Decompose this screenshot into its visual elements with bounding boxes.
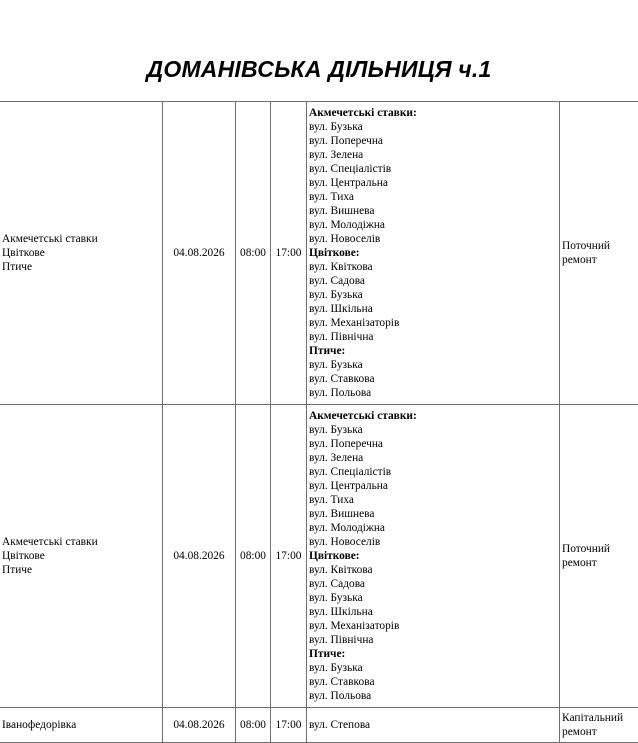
- settlement-name: Цвіткове: [2, 247, 45, 259]
- settlement-name: Птиче: [2, 564, 33, 576]
- street-name: вул. Поперечна: [309, 438, 383, 450]
- street-name: вул. Новоселів: [309, 233, 381, 245]
- street-name: вул. Польова: [309, 387, 372, 399]
- date-cell: [163, 708, 236, 743]
- settlement-group-title: Птиче:: [309, 345, 346, 357]
- street-name: вул. Вишнева: [309, 205, 375, 217]
- work-type-cell: [560, 708, 638, 743]
- street-name: вул. Бузька: [309, 121, 363, 133]
- settlement-group-title: Цвіткове:: [309, 247, 360, 259]
- street-name: вул. Садова: [309, 275, 365, 287]
- start-time-cell: [236, 405, 271, 708]
- work-type: Капітальний: [562, 712, 624, 724]
- settlements-cell: [0, 708, 163, 743]
- work-type: Поточний: [562, 543, 611, 555]
- street-name: вул. Поперечна: [309, 135, 383, 147]
- start-time: 08:00: [240, 550, 266, 562]
- street-name: вул. Механізаторів: [309, 317, 400, 329]
- date-cell: [163, 405, 236, 708]
- outage-date: 04.08.2026: [173, 719, 225, 731]
- settlement-name: Птиче: [2, 261, 33, 273]
- outage-date: 04.08.2026: [173, 247, 225, 259]
- date-cell: [163, 102, 236, 405]
- end-time: 17:00: [275, 247, 302, 259]
- work-type-cell: [560, 405, 638, 708]
- street-name: вул. Квіткова: [309, 564, 373, 576]
- street-name: вул. Шкільна: [309, 303, 373, 315]
- settlement-name: Акмечетські ставки: [2, 536, 98, 548]
- street-name: вул. Зелена: [309, 149, 364, 161]
- end-time-cell: [271, 708, 307, 743]
- table-row: [0, 708, 638, 743]
- end-time-cell: [271, 102, 307, 405]
- street-name: вул. Тиха: [309, 191, 354, 203]
- end-time: 17:00: [275, 550, 302, 562]
- street-name: вул. Новоселів: [309, 536, 381, 548]
- work-type: Поточний: [562, 240, 611, 252]
- street-name: вул. Центральна: [309, 177, 388, 189]
- work-type: ремонт: [562, 254, 597, 266]
- streets-cell: [307, 708, 560, 743]
- settlement-group-title: Акмечетські ставки:: [309, 410, 417, 422]
- start-time-cell: [236, 102, 271, 405]
- start-time: 08:00: [240, 247, 266, 259]
- street-name: вул. Бузька: [309, 289, 363, 301]
- settlement-group-title: Акмечетські ставки:: [309, 107, 417, 119]
- settlement-name: Іванофедорівка: [2, 719, 77, 731]
- settlements-cell: [0, 102, 163, 405]
- street-name: вул. Вишнева: [309, 508, 375, 520]
- work-type: ремонт: [562, 557, 597, 569]
- outage-schedule-table: [0, 101, 638, 743]
- street-name: вул. Квіткова: [309, 261, 373, 273]
- street-name: вул. Спеціалістів: [309, 163, 392, 175]
- street-name: вул. Польова: [309, 690, 372, 702]
- street-name: вул. Бузька: [309, 424, 363, 436]
- page-title: ДОМАНІВСЬКА ДІЛЬНИЦЯ ч.1: [146, 56, 492, 82]
- streets-cell: [307, 102, 560, 405]
- end-time-cell: [271, 405, 307, 708]
- start-time-cell: [236, 708, 271, 743]
- street-name: вул. Степова: [309, 719, 371, 731]
- street-name: вул. Ставкова: [309, 676, 375, 688]
- street-name: вул. Шкільна: [309, 606, 373, 618]
- street-name: вул. Садова: [309, 578, 365, 590]
- table-row: [0, 405, 638, 708]
- outage-date: 04.08.2026: [173, 550, 225, 562]
- streets-cell: [307, 405, 560, 708]
- street-name: вул. Північна: [309, 634, 374, 646]
- street-name: вул. Зелена: [309, 452, 364, 464]
- settlement-group-title: Цвіткове:: [309, 550, 360, 562]
- street-name: вул. Північна: [309, 331, 374, 343]
- settlement-group-title: Птиче:: [309, 648, 346, 660]
- street-name: вул. Бузька: [309, 359, 363, 371]
- street-name: вул. Спеціалістів: [309, 466, 392, 478]
- street-name: вул. Бузька: [309, 662, 363, 674]
- end-time: 17:00: [275, 719, 302, 731]
- work-type-cell: [560, 102, 638, 405]
- settlement-name: Акмечетські ставки: [2, 233, 98, 245]
- street-name: вул. Молодіжна: [309, 219, 385, 231]
- settlement-name: Цвіткове: [2, 550, 45, 562]
- settlements-cell: [0, 405, 163, 708]
- start-time: 08:00: [240, 719, 266, 731]
- table-row: [0, 102, 638, 405]
- street-name: вул. Молодіжна: [309, 522, 385, 534]
- street-name: вул. Центральна: [309, 480, 388, 492]
- street-name: вул. Тиха: [309, 494, 354, 506]
- street-name: вул. Бузька: [309, 592, 363, 604]
- street-name: вул. Ставкова: [309, 373, 375, 385]
- street-name: вул. Механізаторів: [309, 620, 400, 632]
- work-type: ремонт: [562, 726, 597, 738]
